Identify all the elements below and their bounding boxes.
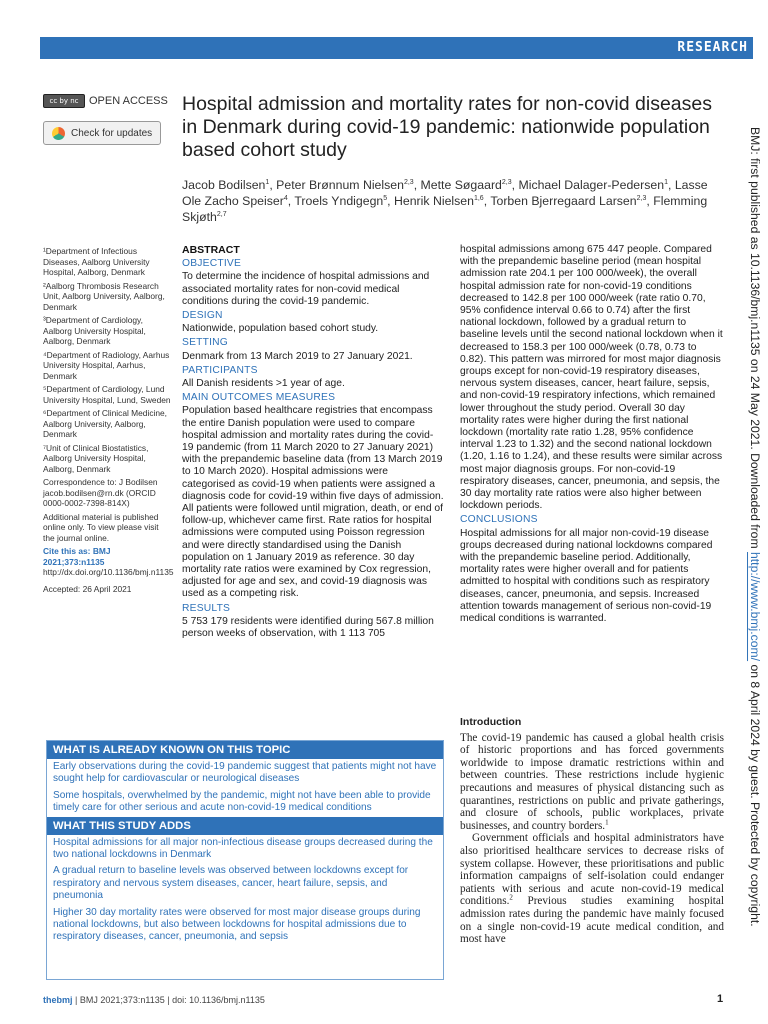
check-updates-button[interactable] bbox=[43, 121, 161, 145]
section-bar bbox=[40, 37, 753, 59]
page-number: 1 bbox=[717, 993, 724, 1005]
summary-box bbox=[46, 740, 444, 980]
bmj-link[interactable]: http://www.bmj.com/ bbox=[748, 552, 762, 662]
open-access-label: OPEN ACCESS bbox=[89, 95, 168, 107]
conclusions-text: Hospital admissions for all major non-covid-19 disease groups decreased during national lockdowns compared with the prepandemic baseline period. Additionally, mortality rates were higher overall and for patients admitted to hospital with conditions such as respiratory diseases, cancer, pneumonia, and sepsis. Increased attention towards management of serious non-covid-19 medical conditions is warranted. bbox=[460, 527, 713, 625]
footer-citation: thebmj | BMJ 2021;373:n1135 | doi: 10.1136/bmj.n1135 bbox=[43, 995, 265, 1005]
design-text: Nationwide, population based cohort study. bbox=[182, 323, 379, 335]
doi-link[interactable]: http://dx.doi.org/10.1136/bmj.n1135 bbox=[43, 567, 174, 577]
box-item: Some hospitals, overwhelmed by the pandemic, might not have been able to provide timely care for other serious and acute non-covid-19 medical conditions bbox=[53, 789, 431, 814]
author-name: Flemming Skjøth$^{2,7}$ bbox=[182, 194, 708, 224]
open-access-badge[interactable] bbox=[43, 94, 168, 108]
introduction-section bbox=[460, 716, 724, 946]
cc-license-icon: cc by nc bbox=[43, 94, 85, 108]
copyright-sidenote: BMJ: first published as 10.1136/bmj.n1135 on 24 May 2021. Downloaded from http://www.bmj.com/ on 8 April 2024 by guest. Protected by copyright. bbox=[748, 127, 762, 927]
author-name: Mette Søgaard$^{2,3}$ bbox=[420, 178, 512, 192]
known-heading: WHAT IS ALREADY KNOWN ON THIS TOPIC bbox=[47, 741, 443, 759]
cite-this: Cite this as: BMJ 2021;373:n1135 http://dx.doi.org/10.1136/bmj.n1135 bbox=[43, 546, 174, 577]
box-item: A gradual return to baseline levels was observed between lockdowns except for respiratory and nervous system diseases, cancer, heart failure, sepsis, and pneumonia bbox=[53, 865, 409, 902]
known-list bbox=[47, 759, 443, 817]
participants-heading: PARTICIPANTS bbox=[182, 364, 258, 376]
affiliation: ⁵Department of Cardiology, Lund University Hospital, Lund, Sweden bbox=[43, 384, 171, 405]
author-name: Peter Brønnum Nielsen$^{2,3}$ bbox=[276, 178, 414, 192]
setting-text: Denmark from 13 March 2019 to 27 January 2021. bbox=[182, 350, 413, 362]
article-title: Hospital admission and mortality rates for non-covid diseases in Denmark during covid-19 pandemic: nationwide population based cohort study bbox=[182, 93, 712, 161]
correspondence: Correspondence to: J Bodilsen jacob.bodilsen@rn.dk (ORCID 0000-0002-7398-814X) bbox=[43, 477, 158, 508]
author-name: Torben Bjerregaard Larsen$^{2,3}$ bbox=[490, 194, 647, 208]
affiliation: ¹Department of Infectious Diseases, Aalborg University Hospital, Aalborg, Denmark bbox=[43, 246, 150, 277]
results-heading: RESULTS bbox=[182, 602, 231, 614]
affiliation: ²Aalborg Thrombosis Research Unit, Aalborg University, Aalborg, Denmark bbox=[43, 280, 165, 312]
box-item: Early observations during the covid-19 pandemic suggest that patients might not have sought help for cardiovascular or neurological diseases bbox=[53, 761, 437, 785]
bmj-logo: thebmj bbox=[43, 995, 73, 1005]
affiliation: ³Department of Cardiology, Aalborg University Hospital, Aalborg, Denmark bbox=[43, 315, 146, 346]
author-list: Jacob Bodilsen$^1$, Peter Brønnum Nielsen$^{2,3}$, Mette Søgaard$^{2,3}$, Michael Dalager-Pedersen$^1$, Lasse Ole Zacho Speiser$^4$, Troels Yndigegn$^5$, Henrik Nielsen$^{1,6}$, Torben Bjerregaard Larsen$^{2,3}$, Flemming Skjøth$^{2,7}$ bbox=[182, 178, 708, 224]
design-heading: DESIGN bbox=[182, 310, 223, 322]
author-name: Troels Yndigegn$^5$ bbox=[294, 194, 388, 208]
adds-heading: WHAT THIS STUDY ADDS bbox=[47, 817, 443, 835]
abstract-column-2 bbox=[460, 244, 724, 625]
abstract-heading: ABSTRACT bbox=[182, 244, 240, 256]
outcomes-heading: MAIN OUTCOMES MEASURES bbox=[182, 392, 336, 404]
author-name: Henrik Nielsen$^{1,6}$ bbox=[394, 194, 484, 208]
affiliations-column bbox=[43, 246, 174, 597]
objective-text: To determine the incidence of hospital admissions and associated mortality rates for non-covid medical conditions during the covid-19 pandemic. bbox=[182, 271, 430, 307]
participants-text: All Danish residents >1 year of age. bbox=[182, 378, 345, 390]
affiliation-list bbox=[43, 246, 171, 474]
results-text-2: hospital admissions among 675 447 people. Compared with the prepandemic baseline period (mean hospital admission rate 204.1 per 100 000/week), the overall hospital admission rate for non-covid-19 conditions decreased to 142.8 per 100 000/week (rate ratio 0.70, 95% confidence interval 0.66 to 0.74) after the first national lockdown, followed by a gradual return to baseline levels until the second national lockdown when it decreased to 158.3 per 100 000/week (0.78, 0.73 to 0.82). This pattern was mirrored for most major diagnosis groups except for non-covid-19 respiratory diseases, nervous system diseases, cancer, heart failure, sepsis, and non-covid-19 respiratory infections, which remained lower throughout the study period. Overall 30 day mortality rates were higher during the first national lockdown (mortality rate ratio 1.28, 95% confidence interval 1.23 to 1.32) and the second national lockdown (1.20, 1.16 to 1.24), and these results were similar across most major diagnosis groups. For non-covid-19 respiratory diseases, cancer, pneumonia, and sepsis, the 30 day mortality rate ratios were also higher between lockdown periods. bbox=[460, 244, 723, 512]
additional-material: Additional material is published online only. To view please visit the journal online. bbox=[43, 511, 159, 543]
author-name: Jacob Bodilsen$^1$ bbox=[182, 178, 270, 192]
abstract-column-1 bbox=[182, 244, 444, 640]
introduction-heading: Introduction bbox=[460, 716, 522, 728]
accepted-date: Accepted: 26 April 2021 bbox=[43, 583, 132, 594]
objective-heading: OBJECTIVE bbox=[182, 258, 242, 270]
intro-paragraph-1: The covid-19 pandemic has caused a global health crisis of historic proportions and has forced governments worldwide to impose dramatic restrictions within and between countries. These restrictions include hygienic precautions and measures of physical distancing such as quarantines, restrictions on public and private gatherings, and closure of schools, public workplaces, private businesses, and country borders.$^1$ bbox=[460, 731, 724, 832]
author-name: Michael Dalager-Pedersen$^1$ bbox=[518, 178, 668, 192]
check-updates-label: Check for updates bbox=[71, 127, 153, 139]
intro-paragraph-2: Government officials and hospital administrators have also prioritised healthcare services to decrease risks of system collapse. However, these prioritisations and public information campaigns of self-isolation could endanger patients with serious and acute non-covid-19 medical conditions.$^2$ Previous studies examining hospital admission rates during the pandemic have mainly focused on a single non-covid-19 acute medical condition, and most have bbox=[460, 832, 724, 946]
setting-heading: SETTING bbox=[182, 337, 229, 349]
adds-list bbox=[47, 835, 443, 946]
crossmark-icon bbox=[52, 127, 65, 140]
box-item: Hospital admissions for all major non-infectious disease groups decreased during the two national lockdowns in Denmark bbox=[53, 836, 433, 861]
outcomes-text: Population based healthcare registries that encompass the entire Danish population were used to compare hospital admission and mortality rates during the covid-19 pandemic (from 11 March 2020 to 27 January 2021) with the prepandemic baseline data (from 13 March 2019 to 10 March 2020). Hospital admissions were categorised as covid-19 when patients were assigned a diagnosis code for covid-19 within five days of admission. All patients were followed until migration, death, or end of follow-up, whichever came first. Rate ratios for hospital admissions were computed using Poisson regression and were directly standardised using the Danish population on 1 January 2019 as reference. 30 day mortality rate ratios were examined by Cox regression, adjusted for age and sex, and covid-19 diagnosis was used as a competing risk. bbox=[182, 405, 444, 600]
results-text-1: 5 753 179 residents were identified during 567.8 million person weeks of observation, with 1 113 705 bbox=[182, 615, 434, 640]
conclusions-heading: CONCLUSIONS bbox=[460, 514, 538, 526]
author-name: Lasse Ole Zacho Speiser$^4$ bbox=[182, 178, 708, 208]
section-label: RESEARCH bbox=[677, 40, 748, 55]
affiliation: ⁷Unit of Clinical Biostatistics, Aalborg University Hospital, Aalborg, Denmark bbox=[43, 442, 149, 474]
affiliation: ⁴Department of Radiology, Aarhus University Hospital, Aarhus, Denmark bbox=[43, 349, 170, 381]
affiliation: ⁶Department of Clinical Medicine, Aalborg University, Aalborg, Denmark bbox=[43, 408, 168, 439]
box-item: Higher 30 day mortality rates were observed for most major disease groups during national lockdowns, but also between lockdowns for hospital admissions due to respiratory diseases, cancer, pneumonia, and sepsis bbox=[53, 906, 421, 943]
